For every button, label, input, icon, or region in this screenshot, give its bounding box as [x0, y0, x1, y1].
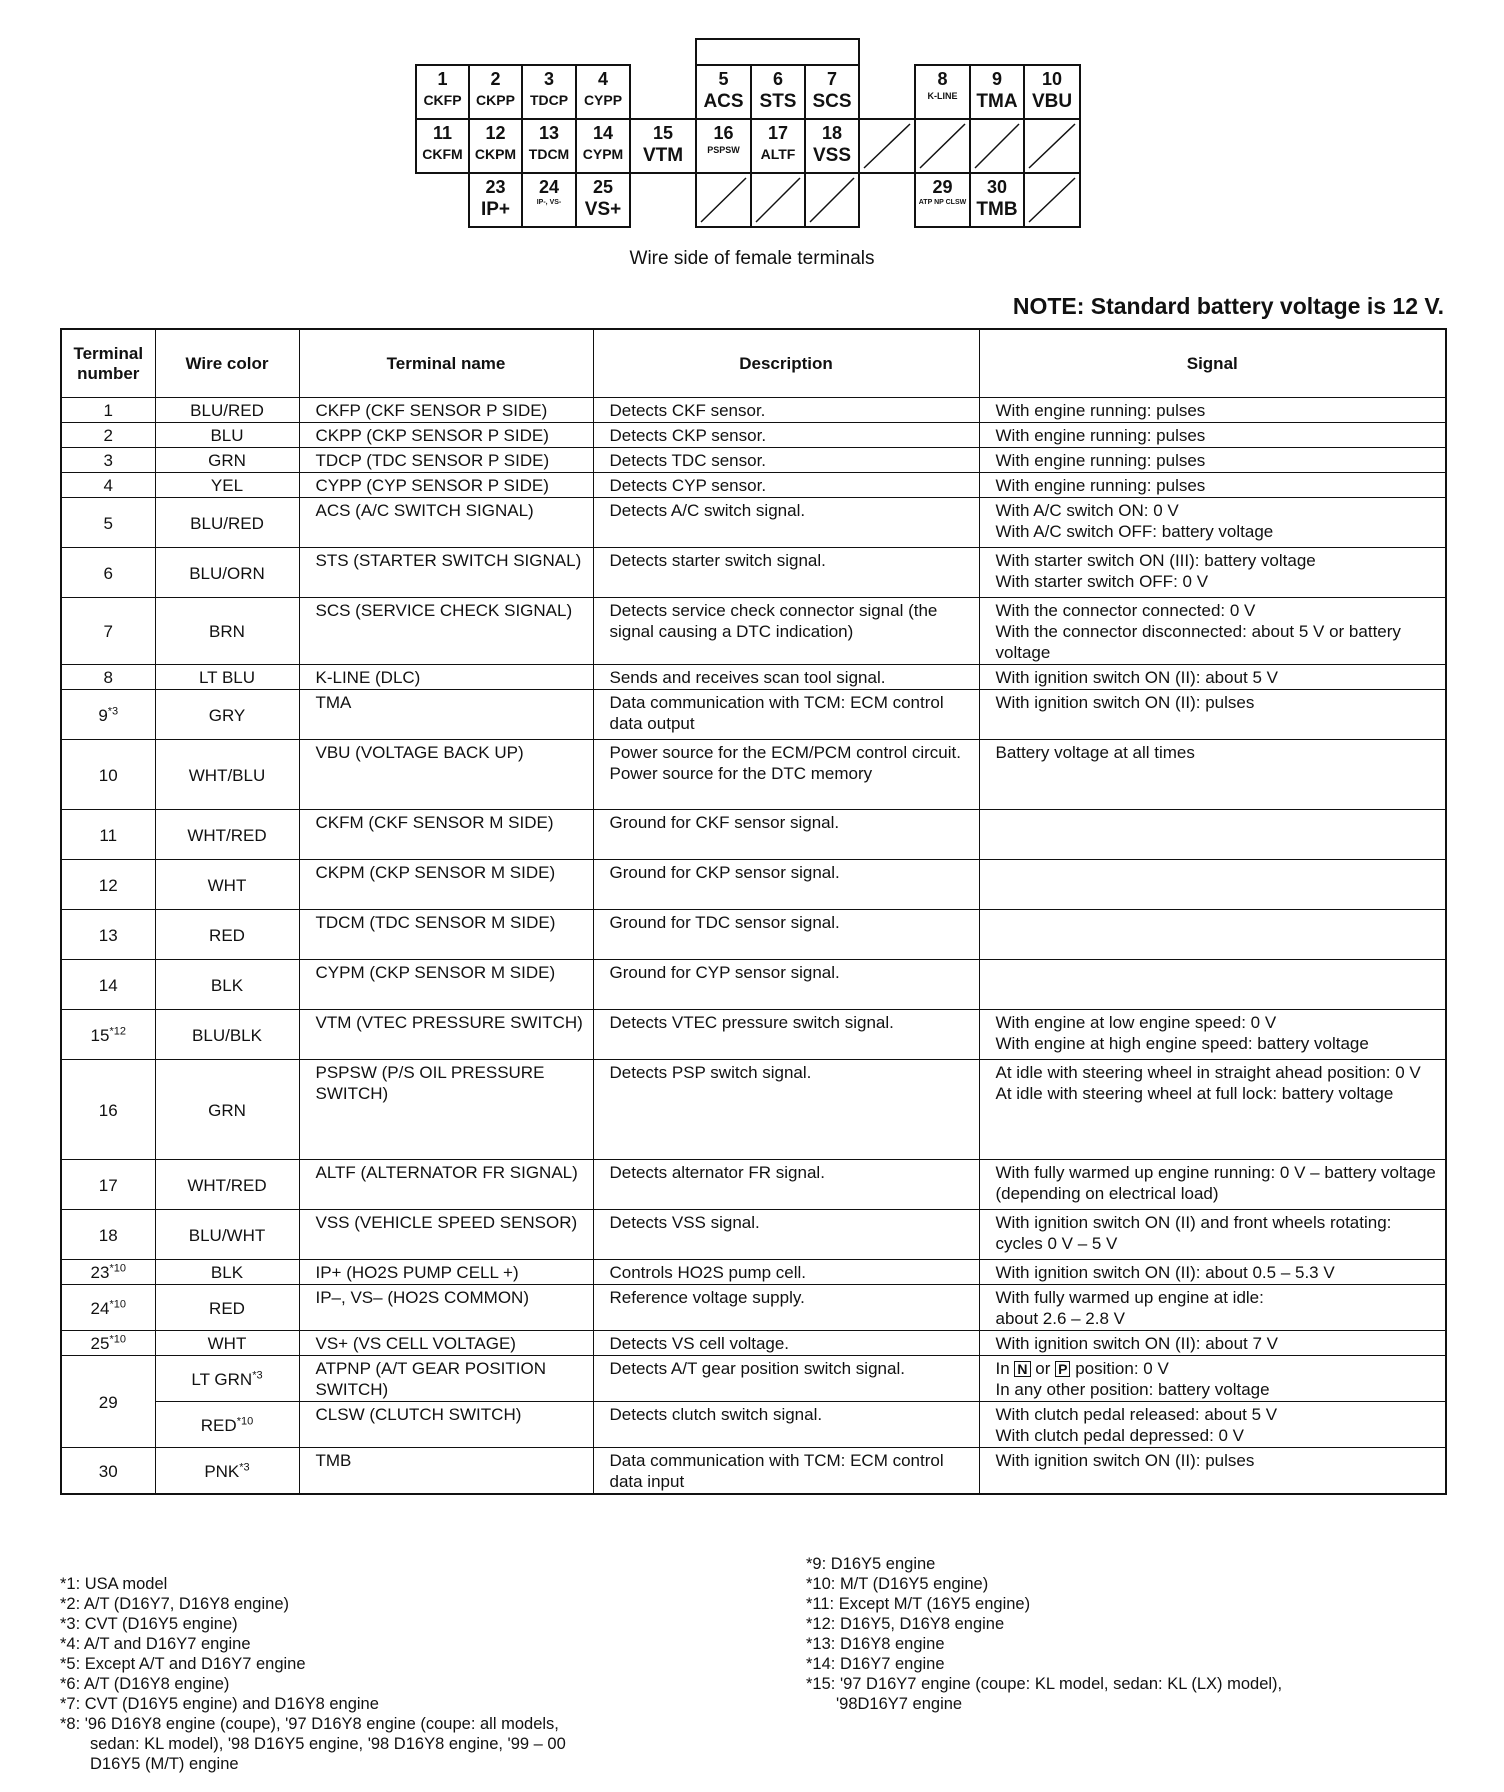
terminal-3: 3 TDCP — [521, 64, 577, 120]
table-row — [61, 398, 1446, 423]
header-terminal-name: Terminal name — [299, 329, 593, 398]
terminal-name: CYPP (CYP SENSOR P SIDE) — [299, 473, 593, 498]
terminal-name: IP+ (HO2S PUMP CELL +) — [299, 1260, 593, 1285]
terminal-name: SCS (SERVICE CHECK SIGNAL) — [299, 598, 593, 665]
description: Detects CYP sensor. — [593, 473, 979, 498]
footnote: *1: USA model — [60, 1575, 168, 1593]
empty-cavity — [1023, 172, 1081, 228]
table-row — [61, 860, 1446, 910]
footnote: *3: CVT (D16Y5 engine) — [60, 1615, 238, 1633]
wire-color: GRY — [208, 705, 246, 725]
gear-position-box: N — [1014, 1361, 1030, 1377]
wire-color: GRN — [208, 451, 246, 470]
terminal-number: 30 — [98, 1461, 118, 1481]
connector-diagram — [0, 0, 1504, 269]
terminal-25: 25 VS+ — [575, 172, 631, 228]
terminal-name: VTM (VTEC PRESSURE SWITCH) — [299, 1010, 593, 1060]
signal-text: position: 0 V — [1075, 1359, 1169, 1378]
description: Sends and receives scan tool signal. — [593, 665, 979, 690]
footnote-marker: *12 — [109, 1024, 126, 1037]
description: Detects VSS signal. — [593, 1210, 979, 1260]
terminal-number-cell — [61, 740, 155, 810]
footnotes-left — [60, 1574, 760, 1774]
signal: With ignition switch ON (II): about 0.5 – 5.3 V — [979, 1260, 1446, 1285]
description: Detects TDC sensor. — [593, 448, 979, 473]
footnote-marker: *10 — [109, 1333, 126, 1346]
terminal-name: PSPSW (P/S OIL PRESSURE SWITCH) — [299, 1060, 593, 1160]
signal: With engine running: pulses — [979, 398, 1446, 423]
terminal-number-cell — [61, 1260, 155, 1285]
terminal-2: 2 CKPP — [468, 64, 523, 120]
terminal-name: IP–, VS– (HO2S COMMON) — [299, 1285, 593, 1331]
footnote: *7: CVT (D16Y5 engine) and D16Y8 engine — [60, 1695, 379, 1713]
table-row — [61, 1448, 1446, 1495]
terminal-number: 18 — [98, 1225, 118, 1245]
terminal-13: 13 TDCM — [521, 118, 577, 174]
footnote: *5: Except A/T and D16Y7 engine — [60, 1655, 306, 1673]
empty-cavity — [969, 118, 1025, 174]
wire-color: BLK — [210, 1263, 244, 1282]
table-row — [61, 1160, 1446, 1210]
wire-color: BLU/RED — [190, 513, 264, 533]
terminal-number: 17 — [98, 1175, 118, 1195]
terminal-name: STS (STARTER SWITCH SIGNAL) — [299, 548, 593, 598]
footnote-marker: *10 — [236, 1414, 254, 1427]
terminal-7: 7 SCS — [804, 64, 860, 120]
table-row — [61, 1210, 1446, 1260]
description: Data communication with TCM: ECM control data input — [593, 1448, 979, 1495]
header-signal: Signal — [979, 329, 1446, 398]
terminal-number-cell — [61, 1285, 155, 1331]
terminal-number: 5 — [103, 513, 113, 533]
terminal-number: 15 — [90, 1025, 110, 1045]
table-row — [61, 665, 1446, 690]
terminal-number: 16 — [98, 1100, 118, 1120]
terminal-number-cell — [61, 423, 155, 448]
terminal-number: 11 — [99, 825, 118, 845]
signal: Battery voltage at all times — [979, 740, 1446, 810]
table-row — [61, 423, 1446, 448]
signal: With fully warmed up engine at idle: about 2.6 – 2.8 V — [979, 1285, 1446, 1331]
empty-cavity — [804, 172, 860, 228]
wire-color-cell — [155, 398, 299, 423]
terminal-number-cell — [61, 860, 155, 910]
description: Detects starter switch signal. — [593, 548, 979, 598]
signal — [979, 910, 1446, 960]
signal: With clutch pedal released: about 5 V With clutch pedal depressed: 0 V — [979, 1402, 1446, 1448]
wire-color-cell — [155, 423, 299, 448]
terminal-name: CKPM (CKP SENSOR M SIDE) — [299, 860, 593, 910]
terminal-number-cell — [61, 1448, 155, 1495]
wire-color: WHT — [207, 1334, 247, 1353]
wire-color-cell — [155, 498, 299, 548]
empty-cavity — [1023, 118, 1081, 174]
wire-color: PNK — [204, 1461, 240, 1481]
wire-color-cell — [155, 1285, 299, 1331]
signal: At idle with steering wheel in straight ahead position: 0 V At idle with steering wheel at full lock: battery voltage — [979, 1060, 1446, 1160]
terminal-number-cell — [61, 1060, 155, 1160]
wire-color-cell — [155, 473, 299, 498]
wire-color: BLK — [210, 975, 244, 995]
terminal-number-cell — [61, 665, 155, 690]
footnote: *11: Except M/T (16Y5 engine) — [806, 1595, 1031, 1613]
terminal-name: TMA — [299, 690, 593, 740]
terminal-14: 14 CYPM — [575, 118, 631, 174]
wire-color-cell — [155, 1448, 299, 1495]
terminal-name: K-LINE (DLC) — [299, 665, 593, 690]
wire-color: WHT/RED — [187, 1175, 267, 1195]
footnote: *9: D16Y5 engine — [806, 1555, 936, 1573]
signal — [979, 810, 1446, 860]
table-row — [61, 1060, 1446, 1160]
footnote: *13: D16Y8 engine — [806, 1635, 945, 1653]
header-description: Description — [593, 329, 979, 398]
footnote-marker: *3 — [107, 704, 119, 717]
terminal-name: VS+ (VS CELL VOLTAGE) — [299, 1331, 593, 1356]
wire-color: BLU/ORN — [189, 563, 265, 583]
table-row — [61, 548, 1446, 598]
wire-color: RED — [209, 925, 245, 945]
terminal-8: 8 K-LINE — [914, 64, 971, 120]
table-row — [61, 810, 1446, 860]
description: Ground for CKP sensor signal. — [593, 860, 979, 910]
description: Detects CKF sensor. — [593, 398, 979, 423]
wire-color-cell — [155, 448, 299, 473]
signal: With engine running: pulses — [979, 448, 1446, 473]
signal: With ignition switch ON (II): pulses — [979, 690, 1446, 740]
terminal-number-cell — [61, 1210, 155, 1260]
wire-color-cell — [155, 1210, 299, 1260]
footnote: *4: A/T and D16Y7 engine — [60, 1635, 251, 1653]
terminal-number: 6 — [103, 563, 113, 583]
wire-color-cell — [155, 740, 299, 810]
description: Ground for CKF sensor signal. — [593, 810, 979, 860]
terminal-15: 15 VTM — [629, 118, 697, 174]
wire-color-cell — [155, 960, 299, 1010]
terminal-23: 23 IP+ — [468, 172, 523, 228]
terminal-number: 23 — [90, 1263, 110, 1282]
description: Controls HO2S pump cell. — [593, 1260, 979, 1285]
terminal-number: 4 — [103, 476, 113, 495]
footnote-marker: *10 — [109, 1297, 126, 1310]
terminal-10: 10 VBU — [1023, 64, 1081, 120]
signal — [979, 1356, 1446, 1402]
empty-cavity — [695, 172, 752, 228]
terminal-number-cell — [61, 473, 155, 498]
terminal-name: CKPP (CKP SENSOR P SIDE) — [299, 423, 593, 448]
terminal-name: CLSW (CLUTCH SWITCH) — [299, 1402, 593, 1448]
terminal-16: 16 PSPSW — [695, 118, 752, 174]
terminal-name: ATPNP (A/T GEAR POSITION SWITCH) — [299, 1356, 593, 1402]
wire-color: RED — [209, 1298, 245, 1318]
description: Detects PSP switch signal. — [593, 1060, 979, 1160]
description: Ground for CYP sensor signal. — [593, 960, 979, 1010]
terminal-number: 1 — [103, 401, 113, 420]
terminal-number-cell — [61, 498, 155, 548]
terminal-18: 18 VSS — [804, 118, 860, 174]
terminal-29: 29 ATP NP CLSW — [914, 172, 971, 228]
footnote-continuation: D16Y5 (M/T) engine — [90, 1755, 239, 1773]
terminal-24: 24 IP-, VS- — [521, 172, 577, 228]
terminal-30: 30 TMB — [969, 172, 1025, 228]
description: Reference voltage supply. — [593, 1285, 979, 1331]
table-row — [61, 1402, 1446, 1448]
terminal-name: VBU (VOLTAGE BACK UP) — [299, 740, 593, 810]
terminal-name: CKFP (CKF SENSOR P SIDE) — [299, 398, 593, 423]
footnote: *10: M/T (D16Y5 engine) — [806, 1575, 989, 1593]
gear-position-box: P — [1055, 1361, 1070, 1377]
footnote-marker: *10 — [109, 1262, 126, 1275]
terminal-number-cell — [61, 1160, 155, 1210]
table-row — [61, 1285, 1446, 1331]
table-row — [61, 740, 1446, 810]
footnote: *15: '97 D16Y7 engine (coupe: KL model, sedan: KL (LX) model), — [806, 1675, 1283, 1693]
description: Ground for TDC sensor signal. — [593, 910, 979, 960]
terminal-6: 6 STS — [750, 64, 806, 120]
description: Detects alternator FR signal. — [593, 1160, 979, 1210]
signal: With starter switch ON (III): battery voltage With starter switch OFF: 0 V — [979, 548, 1446, 598]
signal-text: or — [1035, 1359, 1051, 1378]
wire-color-cell — [155, 1331, 299, 1356]
terminal-11: 11 CKFM — [415, 118, 470, 174]
signal — [979, 960, 1446, 1010]
signal: With engine running: pulses — [979, 473, 1446, 498]
signal: With fully warmed up engine running: 0 V – battery voltage (depending on electrical load) — [979, 1160, 1446, 1210]
terminal-number: 3 — [103, 451, 113, 470]
wire-color: WHT/RED — [187, 825, 267, 845]
wire-color-cell — [155, 1402, 299, 1448]
wire-color: GRN — [208, 1100, 246, 1120]
table-row — [61, 1356, 1446, 1402]
terminal-number: 13 — [98, 925, 118, 945]
table-row — [61, 1331, 1446, 1356]
table-row — [61, 910, 1446, 960]
wire-color-cell — [155, 690, 299, 740]
footnote-marker: *3 — [239, 1460, 250, 1473]
wire-color: RED — [200, 1415, 237, 1435]
wire-color-cell — [155, 810, 299, 860]
terminal-number: 24 — [90, 1298, 110, 1318]
terminal-name: TDCM (TDC SENSOR M SIDE) — [299, 910, 593, 960]
table-row — [61, 1260, 1446, 1285]
table-row — [61, 473, 1446, 498]
wire-color: BRN — [209, 622, 245, 641]
wire-color: WHT/BLU — [188, 765, 266, 785]
description: Detects A/T gear position switch signal. — [593, 1356, 979, 1402]
terminal-number: 14 — [98, 975, 118, 995]
voltage-note: NOTE: Standard battery voltage is 12 V. — [1012, 293, 1444, 319]
table-row — [61, 960, 1446, 1010]
wire-color-cell — [155, 1260, 299, 1285]
wire-color-cell — [155, 665, 299, 690]
wire-color-cell — [155, 860, 299, 910]
terminal-table — [60, 328, 1447, 1495]
footnote: *6: A/T (D16Y8 engine) — [60, 1675, 230, 1693]
terminal-number: 2 — [103, 426, 113, 445]
footnote: *2: A/T (D16Y7, D16Y8 engine) — [60, 1595, 290, 1613]
terminal-name: ACS (A/C SWITCH SIGNAL) — [299, 498, 593, 548]
terminal-17: 17 ALTF — [750, 118, 806, 174]
connector-latch-frame — [695, 38, 860, 66]
signal: With engine running: pulses — [979, 423, 1446, 448]
footnotes-right — [806, 1554, 1466, 1714]
terminal-4: 4 CYPP — [575, 64, 631, 120]
wire-color-cell — [155, 1160, 299, 1210]
signal-text: In any other position: battery voltage — [995, 1380, 1270, 1399]
terminal-number: 10 — [98, 765, 118, 785]
table-row — [61, 1010, 1446, 1060]
description: Power source for the ECM/PCM control circuit. Power source for the DTC memory — [593, 740, 979, 810]
description: Detects VTEC pressure switch signal. — [593, 1010, 979, 1060]
signal: With ignition switch ON (II): about 5 V — [979, 665, 1446, 690]
header-terminal-number: Terminal number — [61, 329, 155, 398]
footnote: *14: D16Y7 engine — [806, 1655, 945, 1673]
terminal-number: 9 — [98, 705, 108, 725]
description: Detects clutch switch signal. — [593, 1402, 979, 1448]
terminal-12: 12 CKPM — [468, 118, 523, 174]
terminal-name: CKFM (CKF SENSOR M SIDE) — [299, 810, 593, 860]
table-row — [61, 448, 1446, 473]
wire-color: WHT — [207, 875, 247, 895]
wire-color: BLU/WHT — [188, 1225, 266, 1245]
signal: With engine at low engine speed: 0 V With engine at high engine speed: battery voltage — [979, 1010, 1446, 1060]
terminal-name: TMB — [299, 1448, 593, 1495]
wire-color-cell — [155, 910, 299, 960]
wire-color: BLU/BLK — [192, 1025, 262, 1045]
header-wire-color: Wire color — [155, 329, 299, 398]
description: Detects service check connector signal (the signal causing a DTC indication) — [593, 598, 979, 665]
description: Data communication with TCM: ECM control data output — [593, 690, 979, 740]
terminal-name: TDCP (TDC SENSOR P SIDE) — [299, 448, 593, 473]
empty-cavity — [914, 118, 971, 174]
terminal-number-cell — [61, 598, 155, 665]
terminal-number-cell — [61, 548, 155, 598]
signal: With ignition switch ON (II): about 7 V — [979, 1331, 1446, 1356]
signal: With ignition switch ON (II): pulses — [979, 1448, 1446, 1495]
wire-color-cell — [155, 548, 299, 598]
terminal-number-cell — [61, 448, 155, 473]
footnote-continuation: sedan: KL model), '98 D16Y5 engine, '98 D16Y8 engine, '99 – 00 — [90, 1735, 566, 1753]
footnote-marker: *3 — [252, 1368, 263, 1381]
terminal-number: 8 — [103, 668, 113, 687]
wire-color: LT GRN — [191, 1369, 253, 1389]
terminal-number: 25 — [90, 1334, 110, 1353]
wire-color-cell — [155, 1010, 299, 1060]
terminal-number-cell — [61, 690, 155, 740]
wire-color: BLU/RED — [190, 401, 264, 420]
terminal-9: 9 TMA — [969, 64, 1025, 120]
table-header-row — [61, 329, 1446, 398]
signal: With the connector connected: 0 V With the connector disconnected: about 5 V or battery voltage — [979, 598, 1446, 665]
empty-cavity — [858, 118, 916, 174]
wire-color-cell — [155, 1060, 299, 1160]
terminal-number-cell — [61, 1331, 155, 1356]
table-row — [61, 598, 1446, 665]
description: Detects A/C switch signal. — [593, 498, 979, 548]
terminal-1: 1 CKFP — [415, 64, 470, 120]
terminal-number-cell — [61, 910, 155, 960]
terminal-number-cell — [61, 1356, 155, 1448]
footnote-continuation: '98D16Y7 engine — [836, 1695, 963, 1713]
signal: With A/C switch ON: 0 V With A/C switch OFF: battery voltage — [979, 498, 1446, 548]
terminal-name: ALTF (ALTERNATOR FR SIGNAL) — [299, 1160, 593, 1210]
wire-color: BLU — [210, 426, 244, 445]
terminal-number-cell — [61, 810, 155, 860]
wire-color-cell — [155, 598, 299, 665]
terminal-number: 7 — [103, 622, 113, 641]
footnote: *8: '96 D16Y8 engine (coupe), '97 D16Y8 engine (coupe: all models, — [60, 1715, 559, 1733]
description: Detects VS cell voltage. — [593, 1331, 979, 1356]
terminal-5: 5 ACS — [695, 64, 752, 120]
footnote: *12: D16Y5, D16Y8 engine — [806, 1615, 1005, 1633]
table-row — [61, 690, 1446, 740]
wire-color: LT BLU — [198, 668, 256, 687]
wire-color: YEL — [210, 476, 244, 495]
table-row — [61, 498, 1446, 548]
signal — [979, 860, 1446, 910]
description: Detects CKP sensor. — [593, 423, 979, 448]
terminal-number-cell — [61, 960, 155, 1010]
signal: With ignition switch ON (II) and front wheels rotating: cycles 0 V – 5 V — [979, 1210, 1446, 1260]
diagram-caption: Wire side of female terminals — [629, 248, 875, 269]
empty-cavity — [750, 172, 806, 228]
terminal-number: 12 — [98, 875, 118, 895]
terminal-name: VSS (VEHICLE SPEED SENSOR) — [299, 1210, 593, 1260]
terminal-number-cell — [61, 1010, 155, 1060]
wire-color-cell — [155, 1356, 299, 1402]
terminal-name: CYPM (CKP SENSOR M SIDE) — [299, 960, 593, 1010]
signal-text: In — [995, 1359, 1010, 1378]
terminal-number: 29 — [98, 1392, 118, 1412]
terminal-number-cell — [61, 398, 155, 423]
